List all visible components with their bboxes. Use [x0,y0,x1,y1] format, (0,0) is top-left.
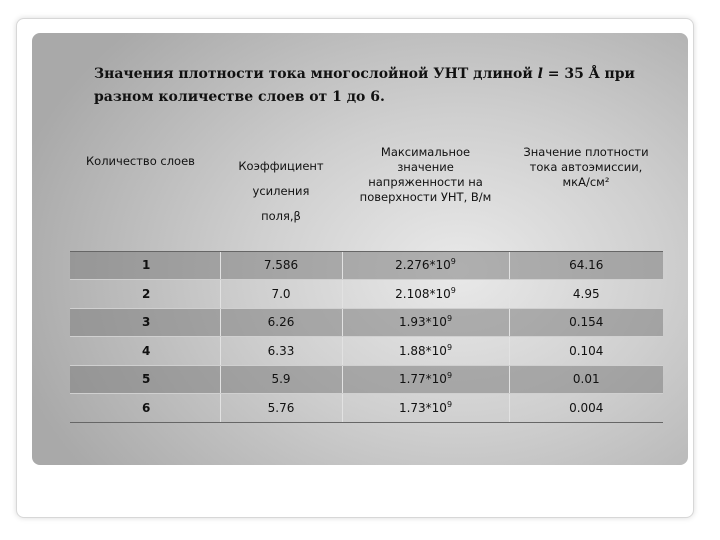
slide [32,33,688,465]
table-row [70,280,663,309]
cell-field: $1.77*10^9$ [342,365,509,394]
cell-beta: 5.76 [220,394,342,423]
table-row [70,394,663,423]
cell-layers: 3 [70,308,220,337]
table-row [70,308,663,337]
cell-density: 0.154 [509,308,663,337]
table-header-row [70,145,663,251]
cell-density: 0.104 [509,337,663,366]
header-field: Максимальное значение напряженности на поверхности УНТ, В/м [342,145,509,251]
table-row [70,337,663,366]
slide-title: Значения плотности тока многослойной УНТ длиной l = 35 Å при разном количестве слоев от 1 до 6. [94,66,635,105]
cell-layers: 4 [70,337,220,366]
cell-density: 0.01 [509,365,663,394]
cell-field: $2.276*10^9$ [342,251,509,280]
cell-beta: 7.0 [220,280,342,309]
cell-field: $1.73*10^9$ [342,394,509,423]
cell-beta: 6.26 [220,308,342,337]
cell-density: 0.004 [509,394,663,423]
cell-beta: 5.9 [220,365,342,394]
cell-layers: 2 [70,280,220,309]
header-beta: Коэффициент усиления поля,β [220,145,342,251]
cell-beta: 7.586 [220,251,342,280]
cell-layers: 6 [70,394,220,423]
cell-field: $1.93*10^9$ [342,308,509,337]
cell-field: $1.88*10^9$ [342,337,509,366]
data-table [70,145,663,423]
table-row [70,365,663,394]
cell-field: $2.108*10^9$ [342,280,509,309]
cell-density: 4.95 [509,280,663,309]
header-density: Значение плотности тока автоэмиссии, мкА/см² [509,145,663,251]
cell-layers: 5 [70,365,220,394]
cell-layers: 1 [70,251,220,280]
table-row [70,251,663,280]
header-layers: Количество слоев [70,145,220,251]
cell-beta: 6.33 [220,337,342,366]
cell-density: 64.16 [509,251,663,280]
